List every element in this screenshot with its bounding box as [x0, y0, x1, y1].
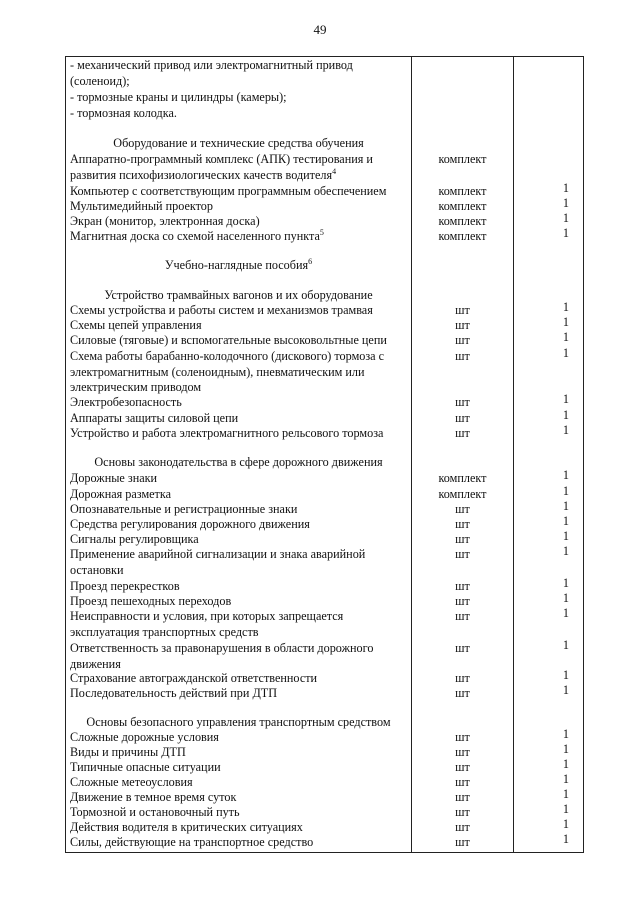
- item-label: Экран (монитор, электронная доска): [70, 214, 260, 228]
- item-label: Проезд пешеходных переходов: [70, 594, 232, 608]
- item-label: Силовые (тяговые) и вспомогательные высоковольтные цепи: [70, 333, 387, 347]
- item-label: Типичные опасные ситуации: [70, 760, 221, 774]
- item-label: Последовательность действий при ДТП: [70, 686, 278, 700]
- quantity-cell-40: 1: [562, 742, 569, 756]
- unit-cell-31: шт: [455, 594, 470, 608]
- equipment-table: [65, 56, 584, 853]
- unit-cell-14: шт: [455, 318, 470, 332]
- item-label: Основы законодательства в сфере дорожного движения: [94, 455, 383, 469]
- item-label: Схемы цепей управления: [70, 318, 202, 332]
- quantity-cell-27: 1: [562, 529, 569, 543]
- item-label: Дорожная разметка: [70, 487, 172, 501]
- item-label: Ответственность за правонарушения в области дорожного: [70, 641, 374, 655]
- item-label: Учебно-наглядные пособия: [164, 258, 309, 272]
- unit-cell-36: шт: [455, 671, 470, 685]
- unit-cell-15: шт: [455, 333, 470, 347]
- item-text-23: [70, 471, 157, 485]
- item-label: Страхование автогражданской ответственности: [70, 671, 318, 685]
- footnote-mark: 6: [308, 256, 313, 266]
- item-text-35: [70, 657, 121, 671]
- item-label: Магнитная доска со схемой населенного пункта: [70, 229, 320, 243]
- item-label: - тормозная колодка.: [70, 106, 177, 120]
- item-text-46: [70, 835, 313, 849]
- item-text-6: [70, 168, 336, 182]
- unit-cell-7: комплект: [438, 184, 487, 198]
- item-text-15: [70, 333, 387, 347]
- item-text-33: [70, 625, 259, 639]
- item-label: Сложные метеоусловия: [70, 775, 193, 789]
- unit-cell-16: шт: [455, 349, 470, 363]
- quantity-cell-45: 1: [562, 817, 569, 831]
- quantity-cell-20: 1: [562, 408, 569, 422]
- item-label: - тормозные краны и цилиндры (камеры);: [70, 90, 287, 104]
- item-text-8: [70, 199, 213, 213]
- quantity-cell-42: 1: [562, 772, 569, 786]
- item-text-45: [70, 820, 303, 834]
- quantity-cell-21: 1: [562, 423, 569, 437]
- item-label: Электробезопасность: [70, 395, 182, 409]
- item-text-31: [70, 594, 231, 608]
- quantity-cell-13: 1: [562, 300, 569, 314]
- unit-cell-42: шт: [455, 775, 470, 789]
- item-label: остановки: [70, 563, 124, 577]
- item-label: Устройство трамвайных вагонов и их оборудование: [104, 288, 373, 302]
- unit-cell-28: шт: [455, 547, 470, 561]
- section-heading-12: [66, 288, 411, 302]
- item-label: Силы, действующие на транспортное средство: [70, 835, 314, 849]
- unit-cell-13: шт: [455, 303, 470, 317]
- quantity-cell-37: 1: [562, 683, 569, 697]
- footnote-mark: 5: [319, 227, 324, 237]
- item-text-9: [70, 214, 260, 228]
- unit-cell-9: комплект: [438, 214, 487, 228]
- item-label: Сигналы регулировщика: [70, 532, 199, 546]
- item-text-39: [70, 730, 219, 744]
- quantity-cell-44: 1: [562, 802, 569, 816]
- quantity-cell-30: 1: [562, 576, 569, 590]
- item-text-41: [70, 760, 221, 774]
- item-text-26: [70, 517, 310, 531]
- item-text-40: [70, 745, 186, 759]
- unit-cell-8: комплект: [438, 199, 487, 213]
- item-label: Тормозной и остановочный путь: [70, 805, 240, 819]
- quantity-cell-34: 1: [562, 638, 569, 652]
- item-text-5: [70, 152, 373, 166]
- item-label: развития психофизиологических качеств водителя: [70, 168, 333, 182]
- item-text-13: [70, 303, 373, 317]
- item-text-37: [70, 686, 277, 700]
- quantity-cell-41: 1: [562, 757, 569, 771]
- item-text-29: [70, 563, 124, 577]
- item-label: Мультимедийный проектор: [70, 199, 213, 213]
- item-text-30: [70, 579, 180, 593]
- item-text-27: [70, 532, 199, 546]
- section-heading-4: [66, 136, 411, 150]
- item-label: Аппараты защиты силовой цепи: [70, 411, 239, 425]
- item-label: Сложные дорожные условия: [70, 730, 219, 744]
- quantity-cell-24: 1: [562, 484, 569, 498]
- quantity-cell-8: 1: [562, 196, 569, 210]
- quantity-cell-16: 1: [562, 346, 569, 360]
- quantity-cell-14: 1: [562, 315, 569, 329]
- unit-cell-40: шт: [455, 745, 470, 759]
- item-text-7: [70, 184, 386, 198]
- unit-cell-20: шт: [455, 411, 470, 425]
- item-text-18: [70, 380, 201, 394]
- section-heading-22: [66, 455, 411, 469]
- item-label: Схемы устройства и работы систем и механизмов трамвая: [70, 303, 373, 317]
- unit-cell-25: шт: [455, 502, 470, 516]
- unit-cell-39: шт: [455, 730, 470, 744]
- quantity-cell-7: 1: [562, 181, 569, 195]
- section-heading-38: [66, 715, 411, 729]
- item-text-0: [70, 58, 353, 72]
- item-label: Применение аварийной сигнализации и знака аварийной: [70, 547, 366, 561]
- item-column: [66, 57, 412, 853]
- unit-cell-10: комплект: [438, 229, 487, 243]
- quantity-cell-28: 1: [562, 544, 569, 558]
- quantity-cell-25: 1: [562, 499, 569, 513]
- item-label: движения: [70, 657, 121, 671]
- quantity-cell-10: 1: [562, 226, 569, 240]
- unit-cell-27: шт: [455, 532, 470, 546]
- item-text-42: [70, 775, 193, 789]
- page-number: 49: [313, 22, 327, 37]
- unit-cell-23: комплект: [438, 471, 487, 485]
- item-text-32: [70, 609, 343, 623]
- item-text-17: [70, 365, 365, 379]
- item-label: Движение в темное время суток: [70, 790, 237, 804]
- unit-cell-5: комплект: [438, 152, 487, 166]
- unit-cell-45: шт: [455, 820, 470, 834]
- unit-cell-43: шт: [455, 790, 470, 804]
- unit-cell-30: шт: [455, 579, 470, 593]
- unit-cell-46: шт: [455, 835, 470, 849]
- item-label: Действия водителя в критических ситуациях: [70, 820, 303, 834]
- quantity-cell-39: 1: [562, 727, 569, 741]
- item-label: Оборудование и технические средства обучения: [113, 136, 364, 150]
- item-label: Проезд перекрестков: [70, 579, 180, 593]
- unit-cell-26: шт: [455, 517, 470, 531]
- unit-cell-24: комплект: [438, 487, 487, 501]
- item-label: Аппаратно-программный комплекс (АПК) тестирования и: [70, 152, 373, 166]
- item-label: Схема работы барабанно-колодочного (дискового) тормоза с: [70, 349, 385, 363]
- item-label: (соленоид);: [70, 74, 130, 88]
- unit-cell-34: шт: [455, 641, 470, 655]
- item-text-28: [70, 547, 365, 561]
- item-text-25: [70, 502, 297, 516]
- item-label: Компьютер с соответствующим программным обеспечением: [70, 184, 387, 198]
- quantity-column: [514, 57, 584, 853]
- item-text-20: [70, 411, 238, 425]
- item-text-3: [70, 106, 177, 120]
- quantity-cell-19: 1: [562, 392, 569, 406]
- item-text-1: [70, 74, 130, 88]
- item-text-10: [70, 229, 324, 243]
- item-label: эксплуатация транспортных средств: [70, 625, 259, 639]
- unit-column: [412, 57, 514, 853]
- item-text-14: [70, 318, 202, 332]
- quantity-cell-31: 1: [562, 591, 569, 605]
- unit-cell-37: шт: [455, 686, 470, 700]
- item-label: Неисправности и условия, при которых запрещается: [70, 609, 344, 623]
- item-text-44: [70, 805, 240, 819]
- quantity-cell-15: 1: [562, 330, 569, 344]
- item-label: Средства регулирования дорожного движения: [70, 517, 310, 531]
- item-label: Основы безопасного управления транспортным средством: [86, 715, 391, 729]
- item-label: электромагнитным (соленоидным), пневматическим или: [70, 365, 365, 379]
- item-label: Опознавательные и регистрационные знаки: [70, 502, 298, 516]
- item-text-21: [70, 426, 383, 440]
- quantity-cell-36: 1: [562, 668, 569, 682]
- section-heading-11: [66, 258, 411, 272]
- item-label: - механический привод или электромагнитный привод: [70, 58, 353, 72]
- item-text-34: [70, 641, 373, 655]
- item-text-43: [70, 790, 236, 804]
- item-text-16: [70, 349, 384, 363]
- footnote-mark: 4: [332, 166, 337, 176]
- item-label: электрическим приводом: [70, 380, 202, 394]
- unit-cell-44: шт: [455, 805, 470, 819]
- unit-cell-21: шт: [455, 426, 470, 440]
- item-label: Устройство и работа электромагнитного рельсового тормоза: [70, 426, 384, 440]
- item-label: Дорожные знаки: [70, 471, 158, 485]
- quantity-cell-43: 1: [562, 787, 569, 801]
- item-label: Виды и причины ДТП: [70, 745, 186, 759]
- quantity-cell-32: 1: [562, 606, 569, 620]
- item-text-36: [70, 671, 317, 685]
- quantity-cell-46: 1: [562, 832, 569, 846]
- unit-cell-32: шт: [455, 609, 470, 623]
- quantity-cell-26: 1: [562, 514, 569, 528]
- unit-cell-19: шт: [455, 395, 470, 409]
- quantity-cell-23: 1: [562, 468, 569, 482]
- item-text-2: [70, 90, 287, 104]
- unit-cell-41: шт: [455, 760, 470, 774]
- item-text-19: [70, 395, 182, 409]
- quantity-cell-9: 1: [562, 211, 569, 225]
- item-text-24: [70, 487, 171, 501]
